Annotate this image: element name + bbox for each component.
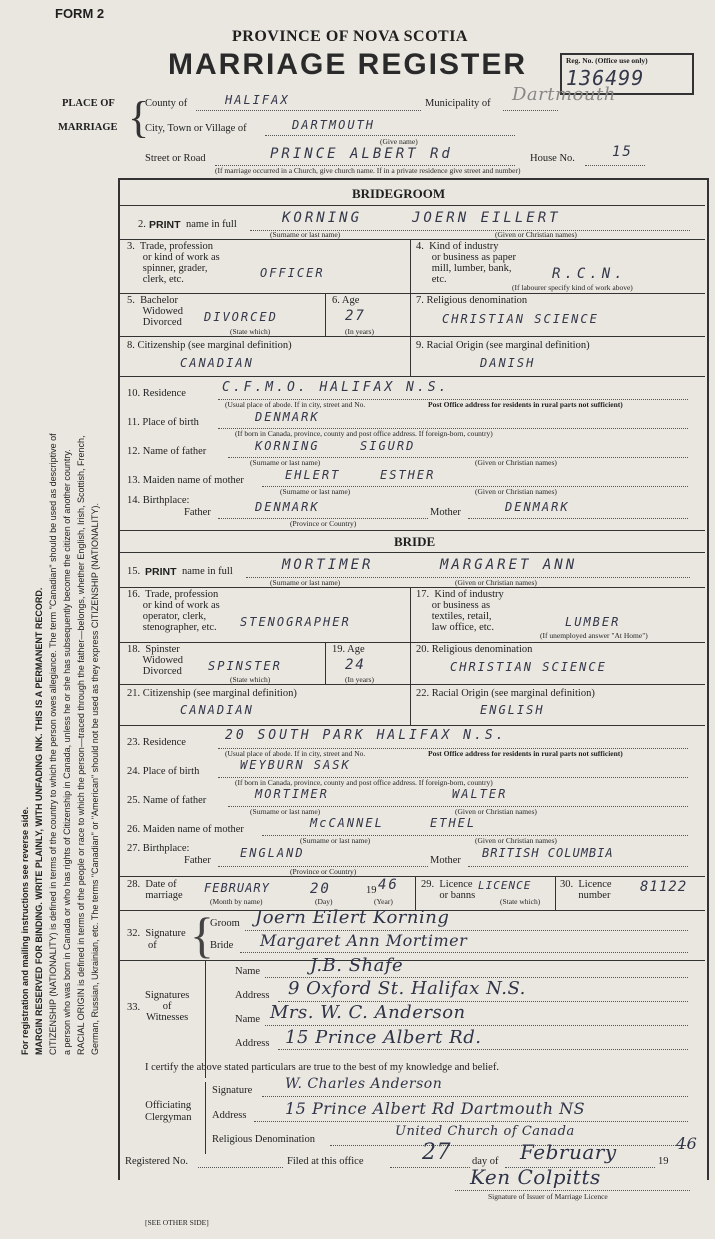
groom-mother-birthplace: DENMARK (505, 500, 570, 514)
groom-father-label: 12. Name of father (127, 446, 207, 457)
bride-name-label: name in full (182, 566, 233, 577)
groom-religion-label: 7. Religious denomination (416, 295, 528, 306)
bride-residence-caption: (Usual place of abode. If in city, street and No. (225, 749, 366, 758)
groom-father-given-caption: (Given or Christian names) (475, 458, 557, 467)
groom-residence-caption: (Usual place of abode. If in city, street and No. (225, 400, 366, 409)
groom-racial-label: 9. Racial Origin (see marginal definition) (416, 340, 590, 351)
province-heading: PROVINCE OF NOVA SCOTIA (232, 28, 468, 45)
page-title: MARRIAGE REGISTER (168, 48, 528, 81)
county-value: HALIFAX (225, 93, 290, 107)
clergy-label: Officiating Clergyman (145, 1100, 192, 1123)
groom-mother-surname: EHLERT (285, 468, 341, 482)
groom-father-given: SIGURD (360, 439, 416, 453)
w2-address-label: Address (235, 1038, 270, 1049)
bride-religion-label: 20. Religious denomination (416, 644, 533, 655)
municipality-value: Dartmouth (512, 84, 616, 105)
groom-racial: DANISH (480, 356, 536, 370)
certify-text: I certify the above stated particulars are true to the best of my knowledge and belief. (145, 1062, 499, 1073)
bride-industry: LUMBER (565, 615, 621, 629)
marriage-year: 46 (378, 877, 399, 893)
groom-mother-label: 13. Maiden name of mother (127, 475, 244, 486)
bride-racial: ENGLISH (480, 703, 545, 717)
bride-father-surname: MORTIMER (255, 787, 329, 801)
groom-religion: CHRISTIAN SCIENCE (442, 312, 599, 326)
w1-address: 9 Oxford St. Halifax N.S. (288, 978, 526, 999)
bride-industry-label: 17. Kind of industry or business as textiles, retail, law office, etc. (416, 589, 504, 633)
issuer-caption: Signature of Issuer of Marriage Licence (488, 1192, 608, 1201)
day-of-label: day of (472, 1156, 499, 1167)
issuer-signature: Ken Colpitts (470, 1165, 601, 1189)
bride-citizenship-label: 21. Citizenship (see marginal definition) (127, 688, 297, 699)
groom-surname-caption: (Surname or last name) (270, 230, 341, 239)
groom-industry-label: 4. Kind of industry or business as paper mill, lumber, bank, etc. (416, 241, 517, 285)
groom-birthplace-caption: (If born in Canada, province, county and post office address. If foreign-born, country) (235, 429, 493, 438)
groom-industry-caption: (If labourer specify kind of work above) (512, 283, 633, 292)
licence-no-label: 30. Licence number (560, 879, 612, 901)
bride-age-label: 19. Age (332, 644, 365, 655)
groom-province-caption: (Province or Country) (290, 519, 357, 528)
bride-birthplace: WEYBURN SASK (240, 758, 351, 772)
groom-status-label: 5. Bachelor Widowed Divorced (127, 295, 183, 328)
marriage-year-prefix: 19 (366, 885, 377, 896)
date-label: 28. Date of marriage (127, 879, 183, 901)
groom-mother-surname-caption: (Surname or last name) (280, 487, 351, 496)
bride-mother-word: Mother (430, 855, 461, 866)
bride-heading: BRIDE (394, 534, 436, 549)
bride-birthplace-caption: (If born in Canada, province, county and post office address. If foreign-born, country) (235, 778, 493, 787)
clergy-address: 15 Prince Albert Rd Dartmouth NS (285, 1099, 586, 1118)
groom-mother-given-caption: (Given or Christian names) (475, 487, 557, 496)
bride-father-birthplace: ENGLAND (240, 846, 305, 860)
w2-name-label: Name (235, 1014, 261, 1025)
filed-year-prefix: 19 (658, 1156, 669, 1167)
groom-residence-caption-bold: Post Office address for residents in rural parts not sufficient) (428, 400, 623, 409)
groom-name-label: name in full (186, 219, 237, 230)
w2-name: Mrs. W. C. Anderson (270, 1002, 466, 1023)
groom-father-word: Father (184, 507, 211, 518)
filed-day: 27 (422, 1140, 451, 1165)
groom-name-print: PRINT (149, 219, 181, 231)
city-value: DARTMOUTH (292, 118, 376, 132)
margin-instructions (18, 215, 102, 1055)
groom-age-caption: (In years) (345, 327, 374, 336)
groom-given-caption: (Given or Christian names) (495, 230, 577, 239)
bride-residence-label: 23. Residence (127, 737, 186, 748)
municipality-label: Municipality of (425, 98, 491, 109)
groom-father-surname-caption: (Surname or last name) (250, 458, 321, 467)
groom-given: JOERN EILLERT (412, 210, 561, 226)
marriage-month: FEBRUARY (204, 881, 270, 895)
groom-age-label: 6. Age (332, 295, 360, 306)
year-caption: (Year) (374, 897, 393, 906)
state-caption: (State which) (500, 897, 541, 906)
margin-line-4: a person who was born in Canada or who has rights of Citizenship in Canada, unless he or she has subsequently become the citizen of another country. (62, 449, 72, 1055)
groom-age: 27 (345, 308, 366, 324)
groom-birthplace: DENMARK (255, 410, 320, 424)
bride-surname: MORTIMER (282, 557, 374, 573)
month-caption: (Month by name) (210, 897, 263, 906)
w2-address: 15 Prince Albert Rd. (285, 1027, 482, 1048)
groom-status-caption: (State which) (230, 327, 271, 336)
bride-mother-given-caption: (Given or Christian names) (475, 836, 557, 845)
bride-given-caption: (Given or Christian names) (455, 578, 537, 587)
witness-label: Signatures of Witnesses (145, 990, 190, 1023)
bride-mother-surname-caption: (Surname or last name) (300, 836, 371, 845)
groom-name-num: 2. (138, 219, 146, 230)
groom-birthplace-label: 11. Place of birth (127, 417, 199, 428)
filed-year: 46 (676, 1134, 698, 1153)
groom-residence-label: 10. Residence (127, 388, 186, 399)
licence-label: 29. Licence or banns (421, 879, 476, 901)
see-other-side: [SEE OTHER SIDE] (145, 1218, 209, 1227)
house-label: House No. (530, 153, 575, 164)
licence-type: LICENCE (478, 879, 532, 892)
bridegroom-heading: BRIDEGROOM (352, 186, 446, 201)
brace: { (128, 93, 150, 142)
bride-status-caption: (State which) (230, 675, 271, 684)
groom-signature: Joern Eilert Korning (255, 907, 450, 928)
margin-line-3: CITIZENSHIP (NATIONALITY) is defined in terms of the country to which the person owes allegiance. The term "Canadian" should be used as descriptive of (48, 433, 58, 1055)
bride-mother-label: 26. Maiden name of mother (127, 824, 244, 835)
groom-industry: R.C.N. (552, 266, 627, 282)
sig-label: 32. Signature of (127, 928, 186, 951)
street-label: Street or Road (145, 153, 206, 164)
groom-father-birthplace: DENMARK (255, 500, 320, 514)
day-caption: (Day) (315, 897, 333, 906)
w1-name-label: Name (235, 966, 261, 977)
bride-age: 24 (345, 657, 366, 673)
bride-mother-birthplace: BRITISH COLUMBIA (482, 846, 614, 860)
bride-age-caption: (In years) (345, 675, 374, 684)
licence-no: 81122 (640, 879, 688, 895)
bride-status-label: 18. Spinster Widowed Divorced (127, 644, 183, 677)
place-label-2: MARRIAGE (58, 122, 118, 133)
witness-num: 33. (127, 1002, 141, 1013)
form-label: FORM 2 (55, 6, 105, 21)
bride-religion: CHRISTIAN SCIENCE (450, 660, 607, 674)
bride-parents-birthplace-label: 27. Birthplace: (127, 843, 190, 854)
bride-racial-label: 22. Racial Origin (see marginal definition) (416, 688, 595, 699)
bride-industry-caption: (If unemployed answer "At Home") (540, 631, 648, 640)
bride-status: SPINSTER (208, 659, 282, 673)
clergy-signature: W. Charles Anderson (285, 1076, 443, 1092)
filed-label: Filed at this office (287, 1156, 364, 1167)
bride-residence-caption-bold: Post Office address for residents in rural parts not sufficient) (428, 749, 623, 758)
bride-trade: STENOGRAPHER (240, 615, 351, 629)
bride-sig-label: Bride (210, 940, 234, 951)
bride-trade-label: 16. Trade, profession or kind of work as operator, clerk, stenographer, etc. (127, 589, 220, 633)
bride-father-word: Father (184, 855, 211, 866)
bride-mother-surname: McCANNEL (310, 816, 384, 830)
denomination-value: United Church of Canada (395, 1124, 575, 1139)
bride-province-caption: (Province or Country) (290, 867, 357, 876)
denomination-label: Religious Denomination (212, 1134, 315, 1145)
groom-trade-label: 3. Trade, profession or kind of work as spinner, grader, clerk, etc. (127, 241, 220, 285)
groom-residence: C.F.M.O. HALIFAX N.S. (222, 380, 450, 395)
house-value: 15 (612, 144, 633, 160)
groom-mother-given: ESTHER (380, 468, 436, 482)
bride-father-given: WALTER (452, 787, 508, 801)
bride-citizenship: CANADIAN (180, 703, 254, 717)
groom-trade: OFFICER (260, 266, 325, 280)
w1-name: J.B. Shafe (310, 955, 404, 976)
bride-father-given-caption: (Given or Christian names) (455, 807, 537, 816)
groom-sig-label: Groom (210, 918, 240, 929)
margin-line-6: German, Russian, Ukrainian, etc. The terms "Canadian" or "American" should not be used as they express CITIZENSHIP (NATIONALITY). (90, 503, 100, 1055)
bride-father-surname-caption: (Surname or last name) (250, 807, 321, 816)
w1-address-label: Address (235, 990, 270, 1001)
registered-label: Registered No. (125, 1156, 188, 1167)
bride-given: MARGARET ANN (440, 557, 578, 573)
bride-name-print: PRINT (145, 566, 177, 578)
give-name-caption: (Give name) (380, 137, 418, 146)
bride-signature: Margaret Ann Mortimer (260, 931, 468, 950)
bride-father-label: 25. Name of father (127, 795, 207, 806)
margin-line-5: RACIAL ORIGIN is defined in terms of the people or race to which the person—traced through the father—belongs, whether English, Irish, Scottish, French, (76, 435, 86, 1055)
place-label-1: PLACE OF (62, 98, 115, 109)
county-label: County of (145, 98, 188, 109)
margin-line-1: For registration and mailing instructions see reverse side. (20, 806, 30, 1055)
reg-no-label: Reg. No. (Office use only) (566, 56, 648, 65)
marriage-day: 20 (310, 881, 331, 897)
bride-residence: 20 SOUTH PARK HALIFAX N.S. (225, 728, 507, 743)
marriage-register-form: For registration and mailing instructions see reverse side. MARGIN RESERVED FOR BINDING. WRITE PLAINLY, WITH UNFADING INK. THIS IS A PERMANENT RECORD. CITIZENSHIP (NATIONALITY) is defined in terms of the country to which the person owes allegiance. The term "Canadian" should be used as descriptive of a person who was born in Canada or who has rights of Citizenship in Canada, unless he or she has subsequently become the citizen of another country. RACIAL ORIGIN is defined in terms of the people or race to which the person—traced through the father—belongs, whether English, Irish, Scottish, French, German, Russian, Ukrainian, etc. The terms "Canadian" or "American" should not be used as they express CITIZENSHIP (NATIONALITY). FORM 2 PROVINCE OF NOVA SCOTIA MARRIAGE REGISTER Reg. No. (Office use only) 136499 PLACE OF MARRIAGE { County of HALIFAX Municipality of Dartmouth City, Town or Village of DARTMOUTH (Give name) Street or Road PRINCE ALBERT Rd House No. 15 (If marriage occurred in a Church, give church name. If in a private residence give street and number) BRIDEGROOM 2. PRINT name in full KORNING JOERN EILLERT (Surname or last name) (Given or Christian names) 3. Trade, profession or kind of work as spinner, grader, clerk, etc. OFFICER 4. Kind of industry or business as paper mill, lumber, bank, etc. R.C.N. (If labourer specify kind of work above) 5. Bachelor Widowed Divorced DIVORCED (State which) 6. Age 27 (In years) 7. Religious denomination CHRISTIAN SCIENCE 8. Citizenship (see marginal definition) CANADIAN 9. Racial Origin (see marginal definition) DANISH 10. Residence C.F.M.O. HALIFAX N.S. (Usual place of abode. If in city, street and No. Post Office address for residents in rural parts not sufficient) 11. Place of birth DENMARK (If born in Canada, province, county and post office address. If foreign-born, country) 12. Name of father KORNING SIGURD (Surname or last name) (Given or Christian names) 13. Maiden name of mother EHLERT ESTHER (Surname or last name) (Given or Christian names) 14. Birthplace: Father DENMARK Mother DENMARK (Province or Country) BRIDE 15. PRINT name in full MORTIMER MARGARET ANN (Surname or last name) (Given or Christian names) 16. Trade, profession or kind of work as operator, clerk, stenographer, etc. STENOGRAPHER 17. Kind of industry or business as textiles, retail, law office, etc. LUMBER (If unemployed answer "At Home") 18. Spinster Widowed Divorced SPINSTER (State which) 19. Age 24 (In years) 20. Religious denomination CHRISTIAN SCIENCE 21. Citizenship (see marginal definition) CANADIAN 22. Racial Origin (see marginal definition) ENGLISH 23. Residence 20 SOUTH PARK HALIFAX N.S. (Usual place of abode. If in city, street and No. Post Office address for residents in rural parts not sufficient) 24. Place of birth WEYBURN SASK (If born in Canada, province, county and post office address. If foreign-born, country) 25. Name of father MORTIMER WALTER (Surname or last name) (Given or Christian names) 26. Maiden name of mother McCANNEL ETHEL (Surname or last name) (Given or Christian names) 27. Birthplace: Father ENGLAND Mother BRITISH COLUMBIA (Province or Country) 28. Date of marriage FEBRUARY 20 19 46 (Month by name) (Day) (Year) 29. Licence or banns LICENCE (State which) 30. Licence number 81122 32. Signature of { Groom Joern Eilert Korning Bride Margaret Ann Mortimer 33. Signatures of Witnesses Name J.B. Shafe Address 9 Oxford St. Halifax N.S. Name Mrs. W. C. Anderson Address 15 Prince Albert Rd. I certify the above stated particulars are true to the best of my knowledge and belief. Officiating Clergyman Signature W. Charles Anderson Address 15 Prince Albert Rd Dartmouth NS Religious Denomination United Church of Canada Registered No. Filed at this office 27 day of February 19 46 Ken Colpitts Signature of Issuer of Marriage Licence [SEE OTHER SIDE] (0, 0, 715, 1239)
street-value: PRINCE ALBERT Rd (270, 146, 453, 162)
groom-father-surname: KORNING (255, 439, 320, 453)
groom-citizenship: CANADIAN (180, 356, 254, 370)
groom-citizenship-label: 8. Citizenship (see marginal definition) (127, 340, 292, 351)
reg-no-value: 136499 (566, 66, 645, 90)
bride-surname-caption: (Surname or last name) (270, 578, 341, 587)
bride-name-num: 15. (127, 566, 141, 577)
clergy-address-label: Address (212, 1110, 247, 1121)
clergy-sig-label: Signature (212, 1085, 253, 1096)
margin-line-2: MARGIN RESERVED FOR BINDING. WRITE PLAINLY, WITH UNFADING INK. THIS IS A PERMANENT RECORD. (34, 587, 44, 1055)
place-note: (If marriage occurred in a Church, give church name. If in a private residence give street and number) (215, 166, 521, 175)
bride-birthplace-label: 24. Place of birth (127, 766, 200, 777)
groom-status: DIVORCED (204, 310, 278, 324)
city-label: City, Town or Village of (145, 123, 247, 134)
groom-surname: KORNING (282, 210, 363, 226)
bride-mother-given: ETHEL (430, 816, 477, 830)
groom-mother-word: Mother (430, 507, 461, 518)
filed-month: February (520, 1140, 617, 1164)
groom-parents-birthplace-label: 14. Birthplace: (127, 495, 190, 506)
